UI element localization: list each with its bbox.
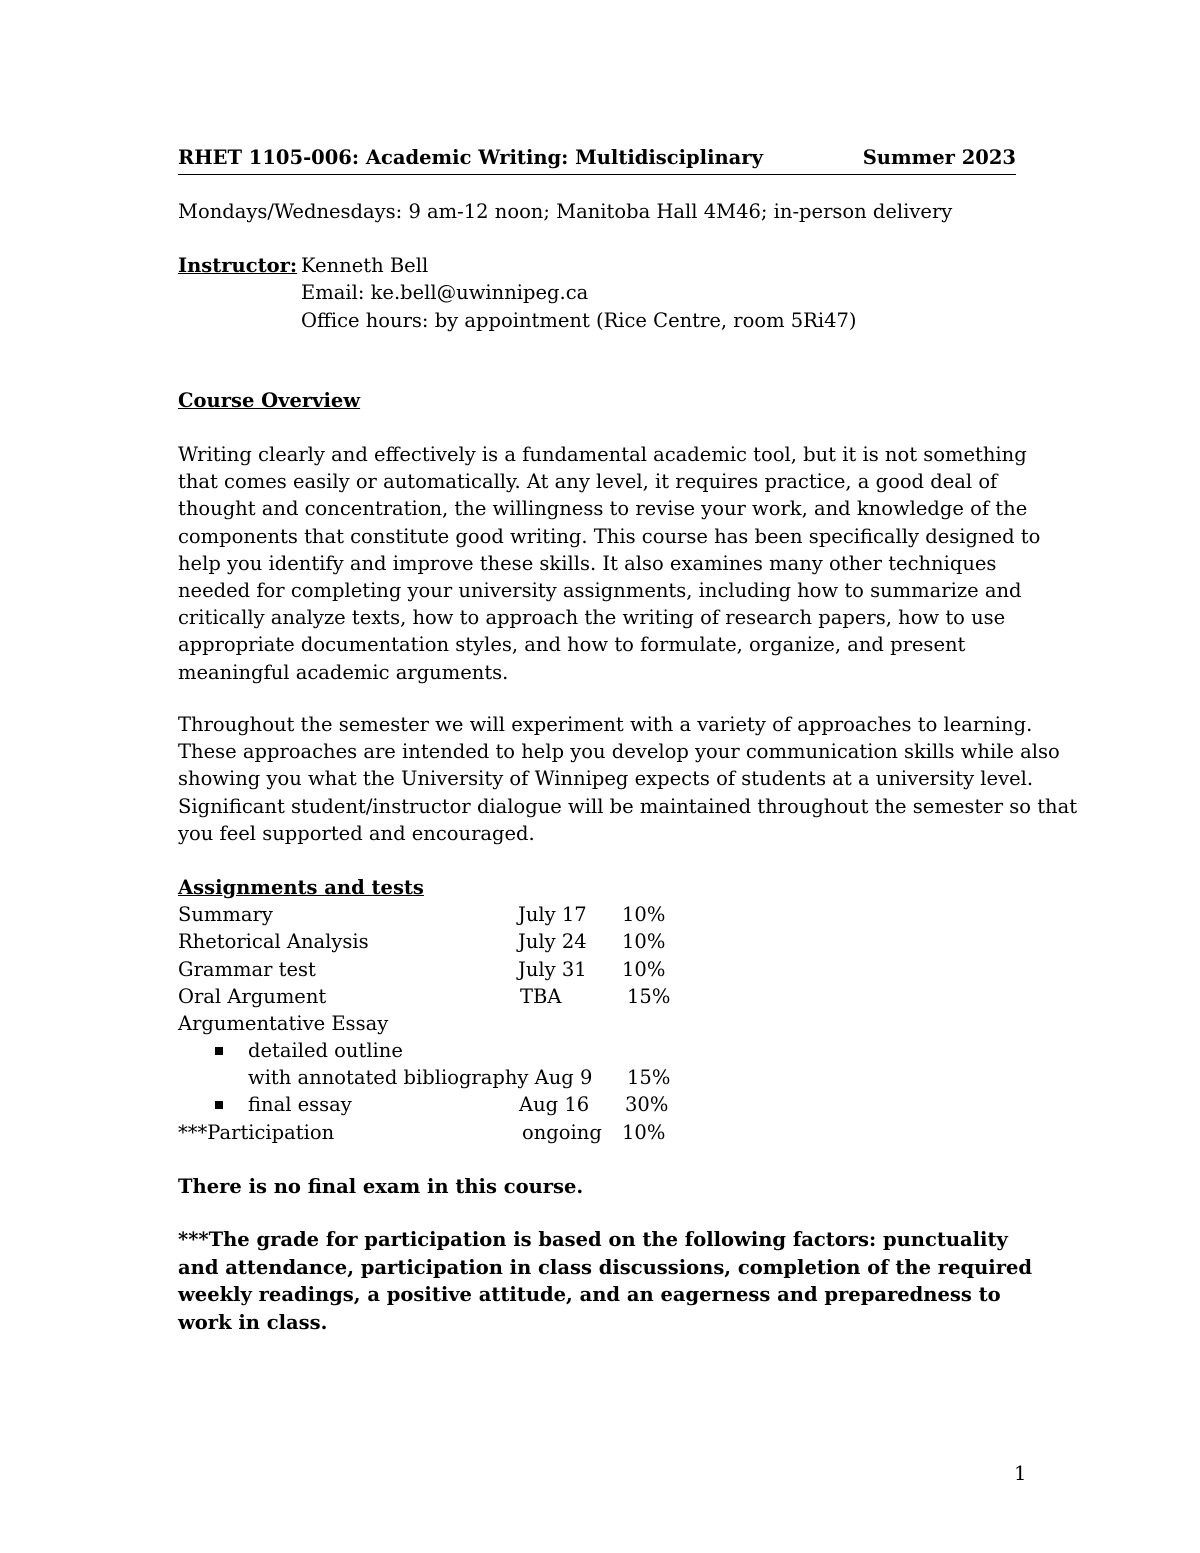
- assignment-date: Aug 16: [519, 1093, 590, 1116]
- instructor-office-hours: Office hours: by appointment (Rice Centre, room 5Ri47): [301, 309, 857, 332]
- no-exam-note: There is no final exam in this course.: [178, 1175, 584, 1198]
- paragraph-line: Significant student/instructor dialogue will be maintained throughout the semester so that: [178, 794, 1078, 818]
- assignment-date: ongoing: [522, 1121, 602, 1144]
- assignment-date: July 31: [518, 958, 587, 981]
- assignment-weight: 10%: [622, 903, 666, 926]
- paragraph-line: meaningful academic arguments.: [178, 660, 509, 684]
- paragraph-line: you feel supported and encouraged.: [178, 821, 535, 845]
- term: Summer 2023: [862, 146, 1016, 169]
- subitem-name: final essay: [248, 1093, 352, 1116]
- paragraph-line: These approaches are intended to help you develop your communication skills while also: [178, 740, 1060, 764]
- note-line: and attendance, participation in class discussions, completion of the required: [178, 1255, 1033, 1279]
- course-overview-heading: Course Overview: [178, 389, 361, 412]
- paragraph-line: Throughout the semester we will experiment with a variety of approaches to learning.: [178, 713, 1033, 736]
- assignment-name: Rhetorical Analysis: [178, 930, 369, 953]
- assignment-name: Summary: [178, 903, 273, 926]
- assignment-weight: 10%: [622, 1121, 666, 1144]
- page-number: 1: [1014, 1462, 1027, 1485]
- assignment-date: July 24: [518, 930, 587, 953]
- overview-paragraph-2: [178, 711, 1078, 847]
- assignment-weight: 30%: [625, 1093, 669, 1116]
- assignment-date: TBA: [520, 985, 562, 1008]
- paragraph-line: components that constitute good writing. This course has been specifically designed to: [178, 524, 1041, 548]
- assignment-name: Grammar test: [178, 958, 316, 981]
- paragraph-line: needed for completing your university assignments, including how to summarize and: [178, 579, 1022, 603]
- paragraph-line: that comes easily or automatically. At any level, it requires practice, a good deal of: [178, 470, 998, 494]
- course-title: RHET 1105-006: Academic Writing: Multidisciplinary: [178, 146, 763, 169]
- paragraph-line: Writing clearly and effectively is a fundamental academic tool, but it is not something: [178, 443, 1027, 466]
- instructor-label: Instructor:: [178, 254, 298, 277]
- assignment-weight: 15%: [627, 985, 671, 1008]
- subitem-name-continued: with annotated bibliography Aug 9: [248, 1066, 593, 1089]
- overview-paragraph-1: [178, 441, 1041, 686]
- assignment-date: July 17: [518, 903, 587, 926]
- note-line: ***The grade for participation is based on the following factors: punctuality: [178, 1228, 1008, 1251]
- assignment-name: ***Participation: [178, 1121, 335, 1144]
- bullet-icon: [215, 1047, 223, 1055]
- assignment-weight: 10%: [622, 930, 666, 953]
- note-line: work in class.: [178, 1310, 328, 1334]
- paragraph-line: appropriate documentation styles, and how to formulate, organize, and present: [178, 633, 966, 657]
- assignment-name: Oral Argument: [178, 985, 327, 1008]
- instructor-name: Kenneth Bell: [301, 254, 429, 277]
- paragraph-line: showing you what the University of Winnipeg expects of students at a university level.: [178, 767, 1034, 791]
- assignment-weight: 10%: [622, 958, 666, 981]
- assignments-heading: Assignments and tests: [178, 876, 424, 899]
- instructor-email: Email: ke.bell@uwinnipeg.ca: [301, 281, 589, 304]
- note-line: weekly readings, a positive attitude, and an eagerness and preparedness to: [178, 1283, 1001, 1306]
- assignment-weight: 15%: [627, 1066, 671, 1089]
- paragraph-line: help you identify and improve these skills. It also examines many other techniques: [178, 551, 997, 575]
- schedule-line: Mondays/Wednesdays: 9 am-12 noon; Manitoba Hall 4M46; in-person delivery: [178, 200, 953, 223]
- title-row: [178, 144, 1016, 175]
- assignment-name: Argumentative Essay: [178, 1012, 389, 1035]
- paragraph-line: critically analyze texts, how to approach the writing of research papers, how to use: [178, 606, 1006, 630]
- subitem-name: detailed outline: [248, 1039, 403, 1062]
- bullet-icon: [215, 1101, 223, 1109]
- participation-note: [178, 1226, 1032, 1336]
- paragraph-line: thought and concentration, the willingness to revise your work, and knowledge of the: [178, 497, 1028, 521]
